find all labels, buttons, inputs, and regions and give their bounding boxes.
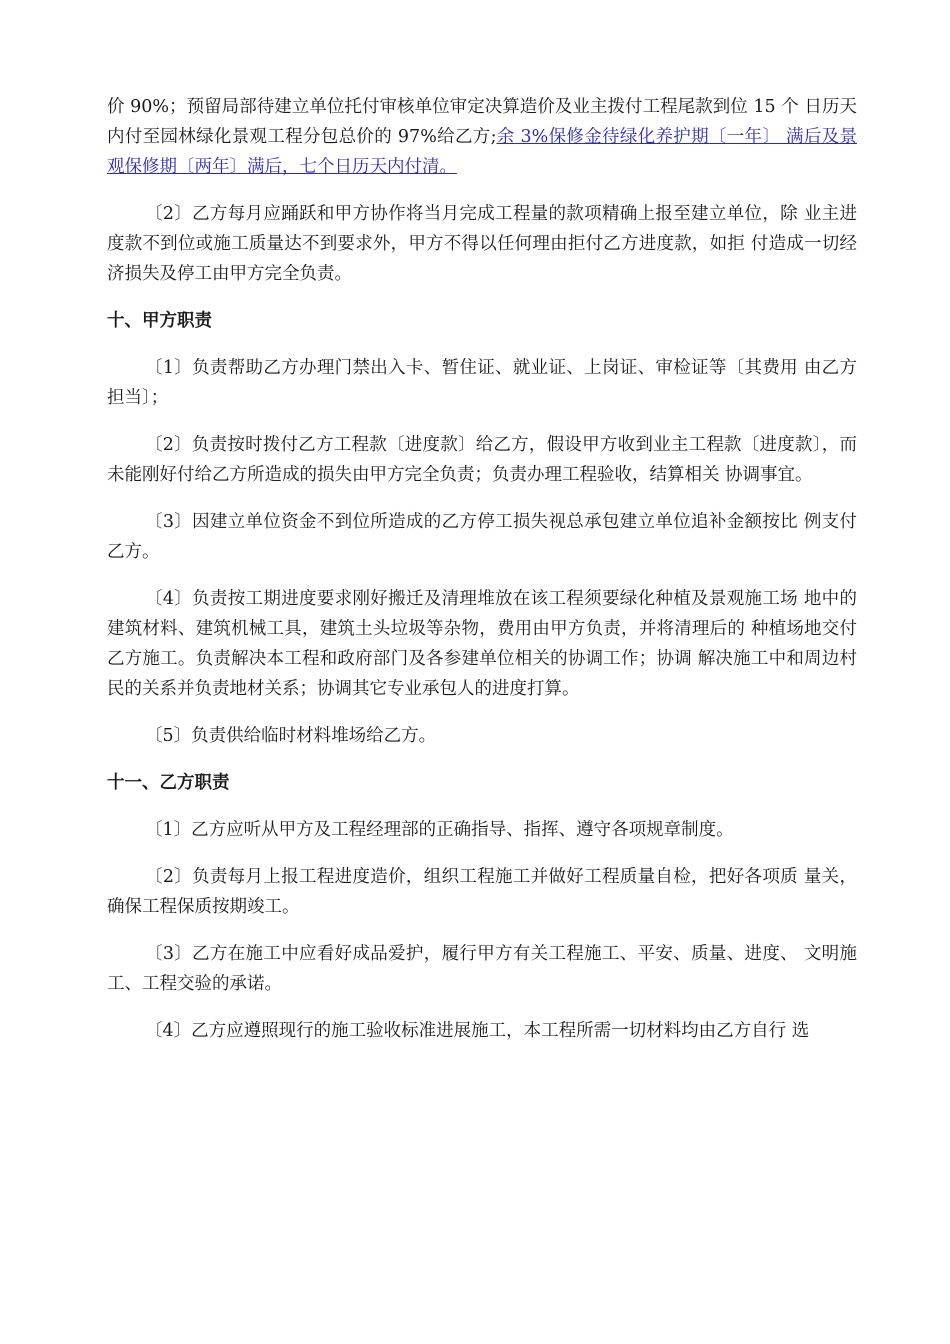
- party-a-item-3: 〔3〕因建立单位资金不到位所造成的乙方停工损失视总承包建立单位追补金额按比 例支付乙方。: [107, 512, 857, 562]
- progress-payment-paragraph: 〔2〕乙方每月应踊跃和甲方协作将当月完成工程量的款项精确上报至建立单位，除 业主进度款不到位或施工质量达不到要求外，甲方不得以任何理由拒付乙方进度款，如拒 付造成一切经济损失及停工由甲方完全负责。: [107, 204, 857, 284]
- party-b-item-1: 〔1〕乙方应听从甲方及工程经理部的正确指导、指挥、遵守各项规章制度。: [145, 820, 734, 840]
- party-a-item-4: 〔4〕负责按工期进度要求刚好搬迁及清理堆放在该工程须要绿化种植及景观施工场 地中的建筑材料、建筑机械工具，建筑土头垃圾等杂物，费用由甲方负责，并将清理后的 种植场地交付乙方施工。负责解决本工程和政府部门及各参建单位相关的协调工作；协调 解决施工中和周边村民的关系并负责地材关系；协调其它专业承包人的进度打算。: [107, 589, 857, 699]
- party-a-item-5: 〔5〕负责供给临时材料堆场给乙方。: [145, 726, 437, 746]
- party-b-duties-heading: 十一、乙方职责: [107, 773, 230, 793]
- party-b-item-4: 〔4〕乙方应遵照现行的施工验收标准进展施工，本工程所需一切材料均由乙方自行 选: [145, 1021, 810, 1041]
- party-b-item-3: 〔3〕乙方在施工中应看好成品爱护，履行甲方有关工程施工、平安、质量、进度、 文明施工、工程交验的承诺。: [107, 944, 857, 994]
- document-page: [107, 92, 857, 1063]
- warranty-payment-link[interactable]: 余 3%保修金待绿化养护期〔一年〕 满后及景观保修期〔两年〕满后，七个日历天内付清。: [107, 127, 857, 177]
- payment-terms-paragraph: [107, 92, 857, 182]
- party-a-duties-heading: 十、甲方职责: [107, 311, 212, 331]
- party-b-item-2: 〔2〕负责每月上报工程进度造价，组织工程施工并做好工程质量自检，把好各项质 量关，确保工程保质按期竣工。: [107, 867, 857, 917]
- party-a-item-1: 〔1〕负责帮助乙方办理门禁出入卡、暂住证、就业证、上岗证、审检证等〔其费用 由乙方担当〕；: [107, 358, 857, 408]
- party-a-item-2: 〔2〕负责按时拨付乙方工程款〔进度款〕给乙方，假设甲方收到业主工程款〔进度款〕，而未能刚好付给乙方所造成的损失由甲方完全负责；负责办理工程验收，结算相关 协调事宜。: [107, 435, 857, 485]
- payment-terms-text: 价 90%；预留局部待建立单位托付审核单位审定决算造价及业主拨付工程尾款到位 15 个 日历天内付至园林绿化景观工程分包总价的 97%给乙方;: [107, 97, 857, 147]
